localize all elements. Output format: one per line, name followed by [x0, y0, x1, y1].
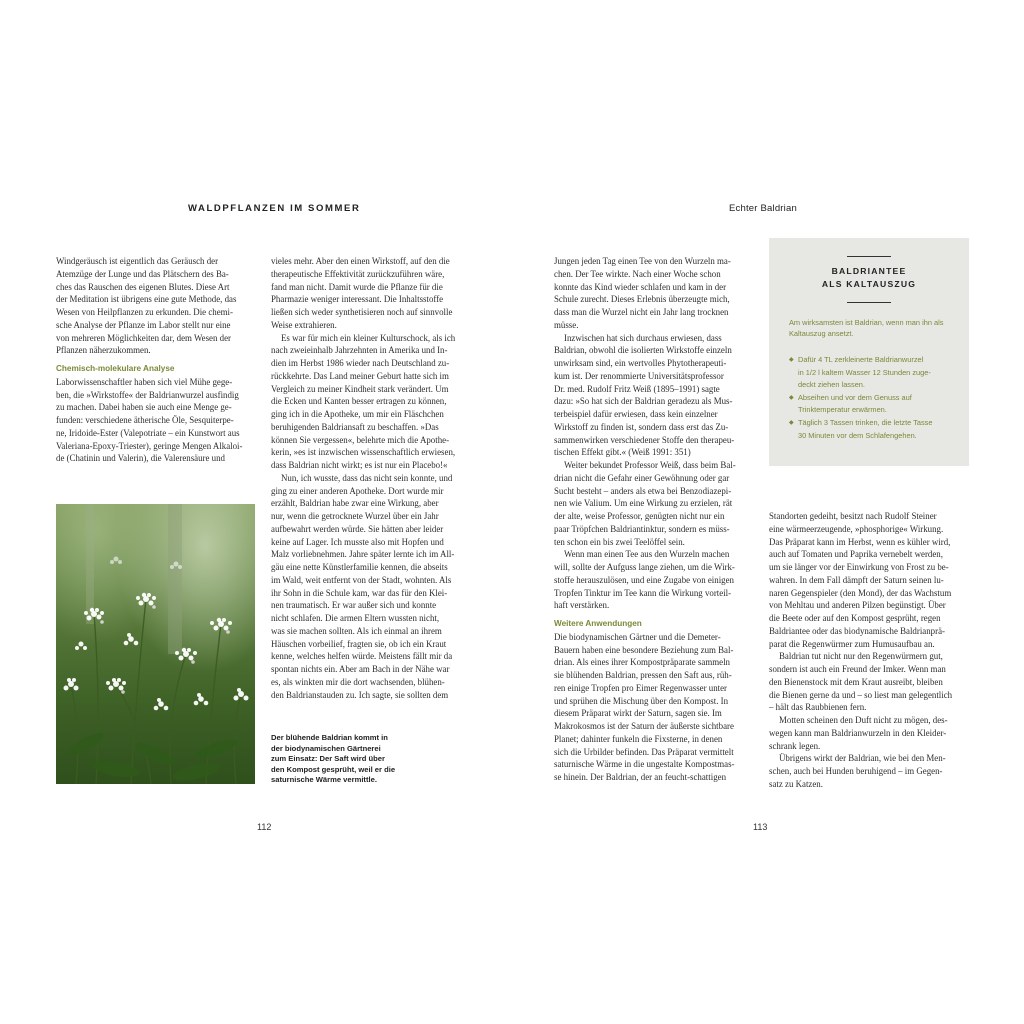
right-column-1	[554, 255, 754, 784]
left-column-1	[56, 255, 256, 465]
running-header-right: Echter Baldrian	[729, 203, 797, 214]
page-number-right: 113	[753, 822, 768, 832]
section-heading-further-uses: Weitere Anwendungen	[554, 619, 642, 628]
recipe-box-title: BALDRIANTEE ALS KALTAUSZUG	[821, 266, 917, 289]
recipe-step: ◆ Täglich 3 Tassen trinken, die letzte Tasse 30 Minuten vor dem Schlafengehen.	[789, 417, 961, 442]
box-rule-top	[847, 256, 891, 257]
running-header-left: WALDPFLANZEN IM SOMMER	[188, 203, 361, 214]
paragraph: Die biodynamischen Gärtner und die Demeter- Bauern haben eine besondere Beziehung zum Bal- drian. Als eines ihrer Kompostpräparate sammeln sie blühenden Baldrian, pressen den Saft aus, rüh- ren einige Tropfen pro Eimer Regenwasser unter und sprühen die Mischung über den Kompost. In diesem Präparat wirkt der Saturn, sagen sie. Im Makrokosmos ist der Saturn der äußerste sichtbare Planet; dahinter funkeln die Fixsterne, in denen sich die Urbilder befinden. Das Präparat vermittelt saturnische Wärme in die ungestalte Kompostmas- se hinein. Der Baldrian, der an feucht-schattigen	[554, 631, 735, 782]
right-column-2	[769, 510, 969, 791]
page-number-left: 112	[257, 822, 272, 832]
paragraph: Jungen jeden Tag einen Tee von den Wurzeln ma- chen. Der Tee wirkte. Nach einer Woche schon konnte das Kind wieder schlafen und kam in der Schule zurecht. Dieses Erlebnis überzeugte mich, dass man die Wurzel nicht ein Jahr lang trocknen müsse.	[554, 256, 731, 330]
photo-caption: Der blühende Baldrian kommt in der biodynamischen Gärtnerei zum Einsatz: Der Saft wird über den Kompost gesprüht, weil er die saturnische Wärme vermittle.	[271, 733, 396, 785]
paragraph: Laborwissenschaftler haben sich viel Mühe gege- ben, die »Wirkstoffe« der Baldrianwurzel ausfindig zu machen. Dabei haben sie auch eine Menge ge- funden: verschiedene ätherische Öle, Sesquiterpe- ne, Iridoide-Ester (Valepotriate – ein Kunstwort aus Valeriana-Epoxy-Triester), geringe Mengen Alkaloi- de (Chatinin und Valerin), die Valerensäure und	[56, 376, 243, 464]
paragraph: Standorten gedeiht, besitzt nach Rudolf Steiner eine wärmeerzeugende, »phosphorige« Wirkung. Das Präparat kann im Herbst, wenn es kühler wird, auch auf Tomaten und Paprika vernebelt werden, um sie länger vor der Einwirkung von Frost zu be- wahren. In dem Fall dämpft der Saturn seinen lu- naren Gegenspieler (den Mond), der das Wachstum von Mehltau und anderen Pilzen begünstigt. Über die Beete oder auf den Kompost gesprüht, regen Baldriantee oder das biodynamische Baldrianprä- parat die Regenwürmer zum Humusaufbau an.	[769, 511, 952, 649]
paragraph: Inzwischen hat sich durchaus erwiesen, dass Baldrian, obwohl die isolierten Wirkstoffe einzeln unwirksam sind, ein wertvolles Phytotherapeuti- kum ist. Der renommierte Universitätsprofessor Dr. med. Rudolf Fritz Weiß (1895–1991) sagte dazu: »So hat sich der Baldrian geradezu als Mus- terbeispiel dafür erwiesen, dass kein einzelner Wirkstoff zu finden ist, sondern dass erst das Zu- sammenwirken verschiedener Stoffe den therapeu- tischen Effekt gibt.« (Weiß 1991: 351)	[554, 332, 735, 458]
paragraph: Weiter bekundet Professor Weiß, dass beim Bal- drian nicht die Gefahr einer Gewöhnung oder gar Sucht besteht – anders als etwa bei Benzodiazepi- nen wie Valium. Um eine Wirkung zu erzielen, rät der alte, weise Professor, genügten nicht nur ein paar Tröpfchen Baldriantinktur, sondern es müss- ten schon ein bis zwei Teelöffel sein.	[554, 460, 736, 547]
paragraph: Nun, ich wusste, dass das nicht sein konnte, und ging zu einer anderen Apotheke. Dort wurde mir erzählt, Baldrian habe zwar eine Wirkung, aber nur, wenn die getrocknete Wurzel über ein Jahr aufbewahrt werden würde. Sie hätten aber leider keine auf Lager. Ich musste also mit Hopfen und Malz vorliebnehmen. Jahre später lernte ich im All- gäu eine nette Künstlerfamilie kennen, die abseits im Wald, weit entfernt von der Stadt, wohnten. Als ihr Sohn in die Schule kam, war das für den Klei- nen traumatisch. Er war außer sich und konnte nicht schlafen. Die armen Eltern wussten nicht, was sie machen sollten. Als ich einmal an ihrem Häuschen vorbeilief, fragten sie, ob ich ein Kraut kenne, welches helfen würde. Meistens fällt mir da spontan nichts ein. Aber am Bach in der Nähe war es, als winkten mir die dort wachsenden, blühen- den Baldrianstauden zu. Ich sagte, sie sollten dem	[271, 472, 455, 700]
paragraph: Motten scheinen den Duft nicht zu mögen, des- wegen kann man Baldrianwurzeln in den Kleider- schrank legen.	[769, 715, 948, 751]
paragraph: Wenn man einen Tee aus den Wurzeln machen will, sollte der Aufguss lange ziehen, um die Wirk- stoffe herauszulösen, und eine Zugabe von einigen Tropfen Tinktur im Tee kann die Wirkung vorteil- haft verstärken.	[554, 549, 735, 611]
paragraph: Baldrian tut nicht nur den Regenwürmern gut, sondern ist auch ein Freund der Imker. Wenn man den Bienenstock mit dem Kraut ausreibt, bleiben die Bienen gerne da und – so liest man gelegentlich – hält das Raubbienen fern.	[769, 651, 953, 713]
section-heading-chemical-analysis: Chemisch-molekulare Analyse	[56, 364, 175, 373]
paragraph: Übrigens wirkt der Baldrian, wie bei den Men- schen, auch bei Hunden beruhigend – im Gegen- satz zu Katzen.	[769, 753, 946, 789]
recipe-steps-list	[789, 354, 961, 442]
recipe-step: ◆ Dafür 4 TL zerkleinerte Baldrianwurzel in 1/2 l kaltem Wasser 12 Stunden zuge- deckt ziehen lassen.	[789, 354, 961, 392]
paragraph: Windgeräusch ist eigentlich das Geräusch der Atemzüge der Lunge und das Plätschern des Ba- ches das Rauschen des eigenen Blutes. Diese Art der Meditation ist übrigens eine gute Methode, das Wesen von Heilpflanzen zu erkunden. Die chemi- sche Analyse der Pflanze im Labor stellt nur eine von mehreren Möglichkeiten dar, dem Wesen der Pflanzen näherzukommen.	[56, 256, 237, 356]
box-rule-bottom	[847, 302, 891, 303]
valerian-photo	[56, 504, 255, 784]
recipe-box-intro: Am wirksamsten ist Baldrian, wenn man ihn als Kaltauszug ansetzt.	[789, 318, 944, 338]
paragraph: vieles mehr. Aber den einen Wirkstoff, auf den die therapeutische Effektivität zurückzuführen wäre, fand man nicht. Damit wurde die Pflanze für die Pharmazie weniger interessant. Die Inhaltsstoffe ließen sich weder synthetisieren noch auf sinnvolle Weise extrahieren.	[271, 256, 453, 330]
left-column-2	[271, 255, 471, 701]
recipe-step: ◆ Abseihen und vor dem Genuss auf Trinktemperatur erwärmen.	[789, 392, 961, 417]
recipe-box	[769, 238, 969, 466]
paragraph: Es war für mich ein kleiner Kulturschock, als ich nach zweieinhalb Jahrzehnten in Amerika und In- dien im Herbst 1986 wieder nach Deutschland zu- rückkehrte. Das Land meiner Geburt hatte sich im Vergleich zu meiner Kindheit stark verändert. Um die Ecken und Kanten besser ertragen zu können, ging ich in die Apotheke, um mir ein Fläschchen beruhigenden Baldriansaft zu beschaffen. »Das können Sie vergessen«, belehrte mich die Apothe- kerin, »es ist inzwischen wissenschaftlich erwiesen, dass Baldrian nicht wirkt; es ist nur ein Placebo!«	[271, 332, 456, 470]
